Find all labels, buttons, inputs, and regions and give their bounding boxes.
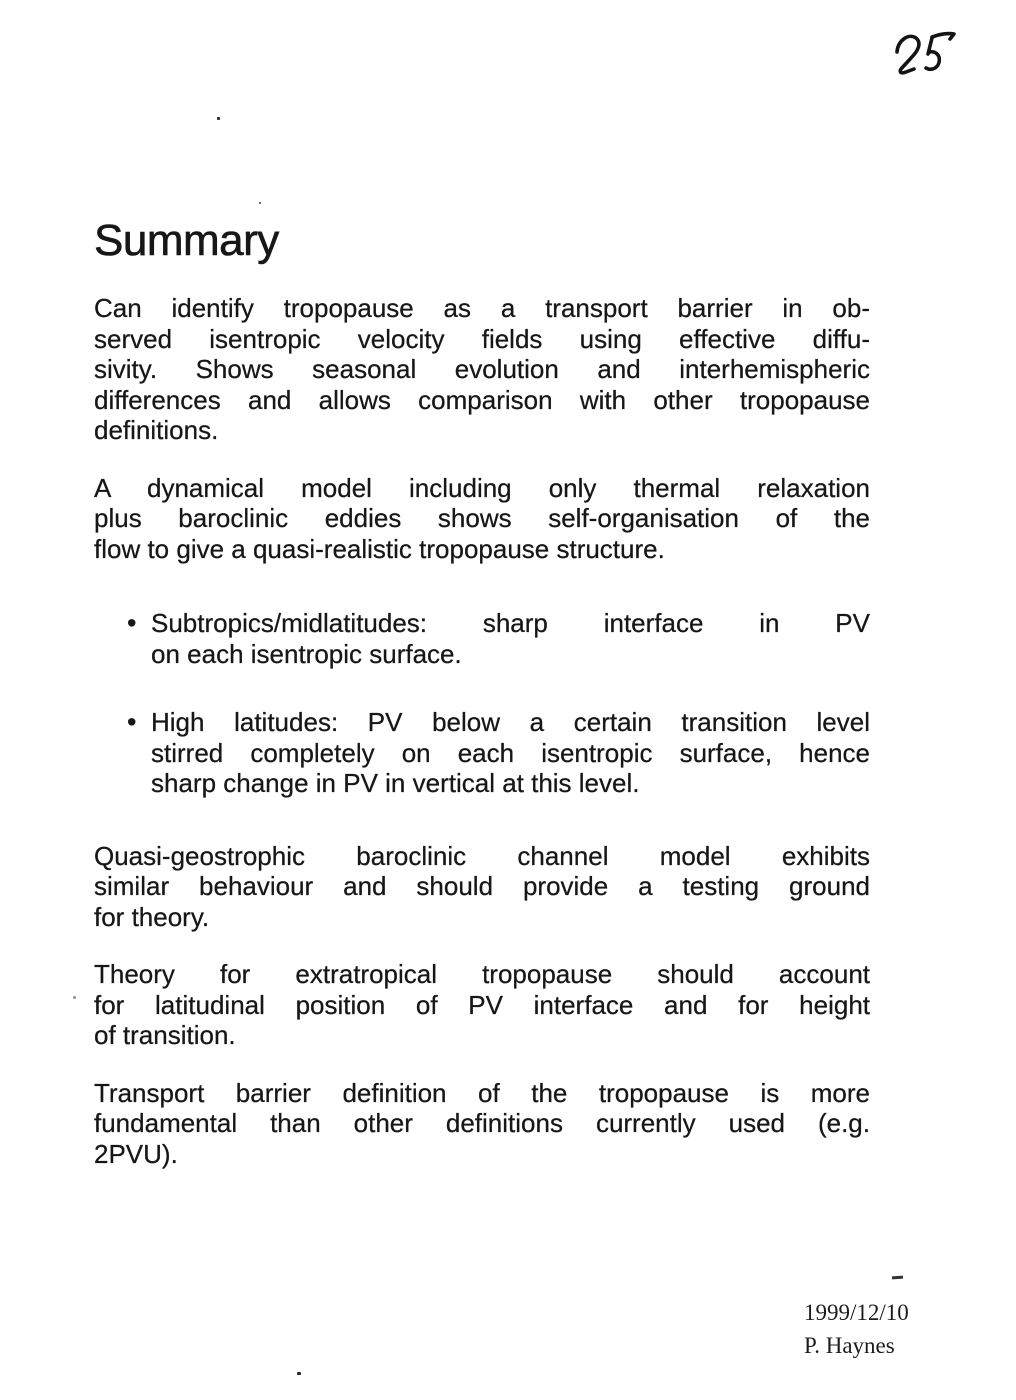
scan-speck	[297, 1372, 301, 1375]
text-line: definitions.	[94, 415, 219, 445]
text-line: Quasi-geostrophic baroclinic channel model exhibits	[94, 840, 870, 871]
bullet-item	[94, 707, 870, 799]
handwritten-page-number	[890, 28, 962, 84]
handwritten-digits-icon	[890, 28, 962, 84]
footer-date: 1999/12/10	[804, 1300, 909, 1325]
text-line: stirred completely on each isentropic surface, hence	[151, 737, 870, 768]
text-line: 2PVU).	[94, 1138, 178, 1169]
text-line: of transition.	[94, 1020, 236, 1050]
scan-dash-mark	[892, 1276, 903, 1280]
paragraph	[94, 841, 870, 933]
bullet-dot-icon: •	[127, 707, 137, 737]
text-line: Can identify tropopause as a transport barrier in ob-	[94, 293, 870, 323]
text-line: Subtropics/midlatitudes: sharp interface in PV	[151, 608, 870, 638]
text-line: for latitudinal position of PV interface and for height	[94, 989, 870, 1020]
text-line: sharp change in PV in vertical at this level.	[151, 768, 640, 798]
text-line: differences and allows comparison with other tropopause	[94, 384, 870, 415]
text-line: served isentropic velocity fields using effective diffu-	[94, 323, 870, 354]
bullet-dot-icon: •	[127, 608, 137, 638]
bullet-list	[94, 608, 870, 799]
text-line: plus baroclinic eddies shows self-organisation of the	[94, 503, 870, 533]
bullet-text	[151, 707, 870, 799]
text-line: for theory.	[94, 901, 210, 932]
bullet-text	[151, 608, 870, 669]
text-line: sivity. Shows seasonal evolution and interhemispheric	[94, 354, 870, 384]
scan-speck	[217, 117, 220, 120]
footer-author: P. Haynes	[804, 1333, 895, 1358]
closing-paragraphs	[94, 841, 870, 1170]
scan-speck	[259, 202, 261, 204]
text-line: flow to give a quasi-realistic tropopause structure.	[94, 533, 665, 564]
text-line: Transport barrier definition of the tropopause is more	[94, 1077, 870, 1108]
intro-paragraphs	[94, 293, 870, 564]
paragraph	[94, 1078, 870, 1170]
paragraph	[94, 293, 870, 446]
paragraph	[94, 473, 870, 565]
scan-speck	[73, 996, 76, 999]
footer	[804, 1296, 909, 1362]
paragraph	[94, 959, 870, 1051]
text-line: fundamental than other definitions currently used (e.g.	[94, 1108, 870, 1138]
text-line: High latitudes: PV below a certain transition level	[151, 707, 870, 737]
text-line: Theory for extratropical tropopause should account	[94, 959, 870, 989]
text-column	[94, 216, 870, 1196]
bullet-item	[94, 608, 870, 669]
text-line: on each isentropic surface.	[151, 638, 462, 669]
text-line: similar behaviour and should provide a testing ground	[94, 871, 870, 901]
spacer	[94, 799, 870, 841]
page-title: Summary	[94, 216, 279, 265]
text-line: A dynamical model including only thermal relaxation	[94, 472, 870, 503]
